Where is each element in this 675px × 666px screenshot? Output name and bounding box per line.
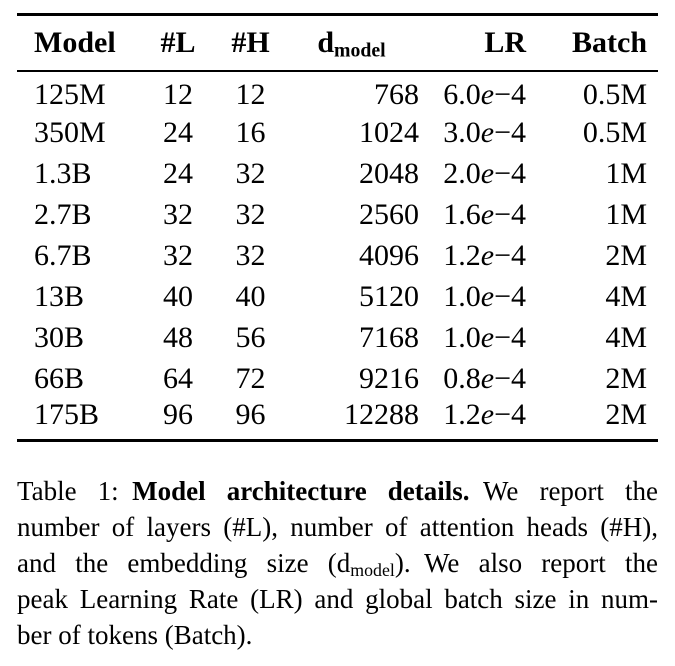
table-row	[17, 399, 658, 440]
math-italic-e: e	[480, 156, 495, 190]
cell-d-model: 2560	[359, 197, 419, 231]
math-italic-e: e	[480, 238, 495, 272]
table-row	[17, 112, 658, 153]
cell-heads: 32	[235, 197, 266, 231]
table-row	[17, 71, 658, 112]
math-italic-e: e	[480, 397, 495, 431]
column-header-batch: Batch	[526, 15, 658, 72]
cell-batch: 1M	[605, 156, 647, 190]
table-body	[17, 71, 658, 440]
cell-heads: 72	[235, 361, 266, 395]
cell-batch: 2M	[605, 397, 647, 431]
cell-lr: 3.0e−4	[443, 115, 526, 149]
cell-heads: 40	[235, 279, 266, 313]
cell-heads: 32	[235, 156, 266, 190]
cell-batch: 4M	[605, 279, 647, 313]
cell-model: 66B	[34, 361, 85, 395]
cell-model: 175B	[34, 397, 100, 431]
cell-heads: 96	[235, 397, 266, 431]
cell-lr: 1.2e−4	[443, 238, 526, 272]
caption-bold-title: Model architecture details.	[132, 475, 470, 506]
table-row	[17, 153, 658, 194]
cell-batch: 2M	[605, 361, 647, 395]
dmodel-subscript: model	[334, 39, 386, 62]
math-italic-e: e	[480, 361, 495, 395]
cell-heads: 56	[235, 320, 266, 354]
math-italic-e: e	[480, 279, 495, 313]
cell-batch: 0.5M	[582, 115, 647, 149]
cell-d-model: 9216	[359, 361, 419, 395]
cell-d-model: 7168	[359, 320, 419, 354]
cell-lr: 1.2e−4	[443, 397, 526, 431]
cell-model: 13B	[34, 279, 85, 313]
math-italic-e: e	[480, 77, 495, 111]
cell-heads: 32	[235, 238, 266, 272]
cell-d-model: 5120	[359, 279, 419, 313]
table-row	[17, 276, 658, 317]
cell-layers: 48	[163, 320, 193, 354]
cell-model: 125M	[34, 77, 106, 111]
cell-batch: 2M	[605, 238, 647, 272]
caption-text: Table 1:	[17, 475, 133, 506]
cell-layers: 96	[163, 397, 193, 431]
cell-lr: 1.0e−4	[443, 279, 526, 313]
caption-text: number of layers (#L), number of attention heads (#H),	[17, 511, 658, 542]
table-row	[17, 317, 658, 358]
cell-heads: 12	[235, 77, 266, 111]
cell-layers: 24	[163, 156, 193, 190]
cell-lr: 0.8e−4	[443, 361, 526, 395]
column-header-dmodel	[284, 15, 419, 72]
cell-lr: 1.0e−4	[443, 320, 526, 354]
caption-line	[17, 473, 658, 509]
cell-d-model: 1024	[359, 115, 419, 149]
math-italic-e: e	[480, 197, 495, 231]
caption-line	[17, 617, 658, 653]
caption-line	[17, 581, 658, 617]
column-header-lr: LR	[419, 15, 526, 72]
cell-batch: 4M	[605, 320, 647, 354]
column-header-num-layers: #L	[139, 15, 217, 72]
cell-d-model: 2048	[359, 156, 419, 190]
cell-model: 30B	[34, 320, 85, 354]
cell-model: 1.3B	[34, 156, 92, 190]
math-italic-e: e	[480, 320, 495, 354]
cell-d-model: 4096	[359, 238, 419, 272]
caption-line	[17, 545, 658, 581]
cell-lr: 1.6e−4	[443, 197, 526, 231]
cell-layers: 32	[163, 197, 193, 231]
cell-model: 350M	[34, 115, 106, 149]
table-row	[17, 235, 658, 276]
caption-text: peak Learning Rate (LR) and global batch size in num-	[17, 583, 658, 614]
math-italic-e: e	[480, 115, 495, 149]
caption-text: ber of tokens (Batch).	[17, 619, 253, 650]
cell-lr: 2.0e−4	[443, 156, 526, 190]
cell-layers: 12	[163, 77, 193, 111]
cell-lr: 6.0e−4	[443, 77, 526, 111]
cell-model: 6.7B	[34, 238, 92, 272]
caption-line	[17, 509, 658, 545]
table-header	[17, 15, 658, 72]
cell-d-model: 12288	[344, 397, 419, 431]
model-architecture-table	[17, 13, 658, 442]
caption-subscript: model	[350, 559, 395, 580]
cell-d-model: 768	[374, 77, 419, 111]
cell-layers: 64	[163, 361, 193, 395]
column-header-num-heads: #H	[217, 15, 284, 72]
cell-heads: 16	[235, 115, 266, 149]
column-header-model: Model	[17, 15, 139, 72]
dmodel-base: d	[317, 26, 335, 59]
table-caption	[17, 473, 658, 653]
cell-layers: 40	[163, 279, 193, 313]
table-header-row	[17, 15, 658, 72]
table-row	[17, 358, 658, 399]
caption-text: and the embedding size (d	[17, 547, 351, 578]
table-row	[17, 194, 658, 235]
cell-layers: 32	[163, 238, 193, 272]
caption-text: We report the	[469, 475, 658, 506]
cell-model: 2.7B	[34, 197, 92, 231]
cell-batch: 1M	[605, 197, 647, 231]
caption-text: ). We also report the	[394, 547, 658, 578]
cell-batch: 0.5M	[582, 77, 647, 111]
cell-layers: 24	[163, 115, 193, 149]
